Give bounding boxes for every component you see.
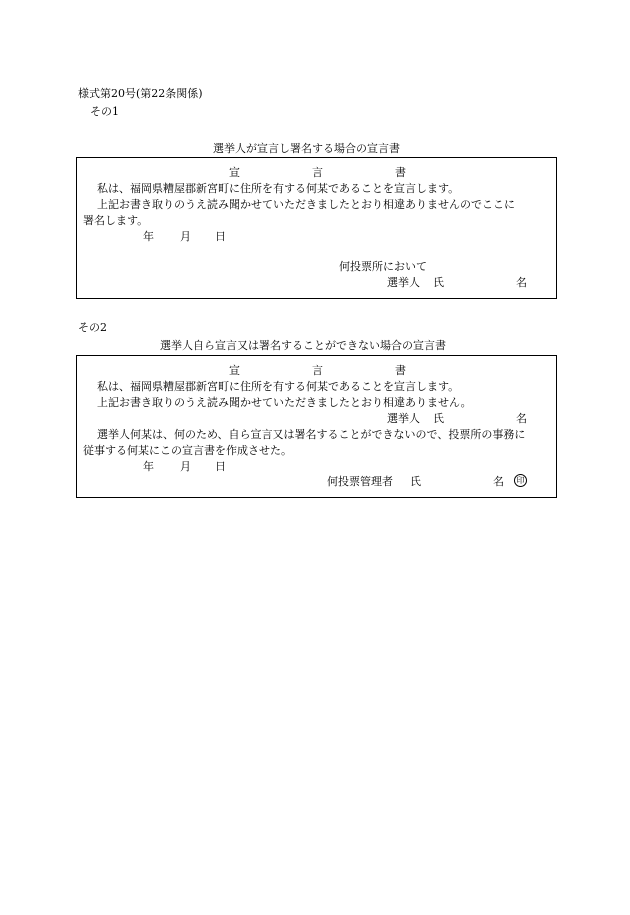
form2-declaration-line: 私は、福岡県糟屋郡新宮町に住所を有する何某であることを宣言します。 [97,380,460,393]
form1-doc-title-1: 宣 [229,166,240,179]
form1-doc-title-3: 書 [395,166,406,179]
form2-manager-surname-label: 氏 [410,475,421,488]
form1-polling-place: 何投票所において [339,260,427,273]
form2-manager-label: 何投票管理者 [327,475,393,488]
form1-date-year: 年 [143,230,154,243]
form2-voter-label: 選挙人 [387,412,420,425]
form2-date-month: 月 [180,460,191,473]
form1-declaration-line: 私は、福岡県糟屋郡新宮町に住所を有する何某であることを宣言します。 [97,182,460,195]
part1-label: その1 [90,105,119,118]
form-number: 様式第20号(第22条関係) [78,87,203,100]
form2-confirmation-line: 上記お書き取りのうえ読み聞かせていただきましたとおり相違ありません。 [97,396,472,409]
form2-name-label: 名 [516,412,527,425]
form2-title: 選挙人自ら宣言又は署名することができない場合の宣言書 [160,339,446,352]
form1-confirmation-line-cont: 署名します。 [83,214,149,227]
form1-title: 選挙人が宣言し署名する場合の宣言書 [213,142,400,155]
form1-date-day: 日 [215,230,226,243]
form2-surname-label: 氏 [433,412,444,425]
form2-date-day: 日 [215,460,226,473]
form1-doc-title-2: 言 [312,166,323,179]
form2-doc-title-1: 宣 [229,364,240,377]
form1-box [76,157,557,299]
part2-label: その2 [78,321,107,334]
form2-reason-line-cont: 従事する何某にこの宣言書を作成させた。 [83,444,292,457]
form2-date-year: 年 [143,460,154,473]
form2-doc-title-2: 言 [312,364,323,377]
form2-reason-line: 選挙人何某は、何のため、自ら宣言又は署名することができないので、投票所の事務に [97,428,526,441]
form2-doc-title-3: 書 [395,364,406,377]
form1-voter-label: 選挙人 [387,276,420,289]
seal-mark: 印 [514,474,527,487]
form1-confirmation-line: 上記お書き取りのうえ読み聞かせていただきましたとおり相違ありませんのでここに [97,198,515,211]
form1-date-month: 月 [180,230,191,243]
form2-box [76,355,557,498]
form2-manager-name-label: 名 [493,475,504,488]
form1-name-label: 名 [516,276,527,289]
form1-surname-label: 氏 [433,276,444,289]
